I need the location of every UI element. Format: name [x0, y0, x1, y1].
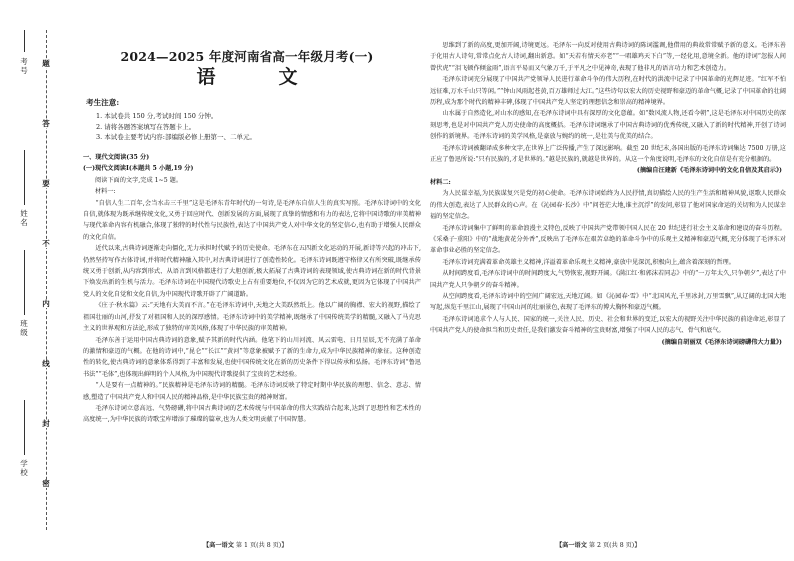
seal-word: 内	[40, 300, 52, 308]
paragraph: “自信人生二百年,会当水击三千里”这是毛泽东青年时代的一句诗,是毛泽东自信人生的真实写照。毛泽东诗词中的文化自信,就体现为既承继传统文化,又勇于回应时代、创新发展的方面,展现了真挚的情感和有力的表达,它将中国诗歌的审美精神与现代革命内容有机融合,体现了独特的时代性与民族性,表达了中国共产党人对中华文化的坚定信心,也有助于增强人民群众的文化自信。	[83, 199, 421, 241]
footer-page-number: 第 1 页(共 8 页)】	[235, 542, 288, 549]
field-label-school: 学校	[20, 459, 28, 477]
field-line-exam-number	[24, 30, 25, 52]
paragraph: 毛泽东善于运用中国古典诗词的意象,赋予其新的时代内涵。他笔下的山川河流、风云雷电、日月星辰,无不充满了革命的激情和豪迈的气概。在他的诗词中,“昆仑”“长江”“黄河”等意象被赋予了新的生命力,成为中华民族精神的象征。这种创造性的转化,使古典诗词的意象体系得到了丰富和发展,也使中国传统文化在新的历史条件下得以传承和弘扬。毛泽东诗词“鲁迅书法”“毛体”,也体现出鲜明的个人风格,为中国现代诗歌提供了宝贵的艺术经验。	[83, 336, 421, 378]
seal-line	[46, 30, 47, 530]
field-line-name	[24, 150, 25, 205]
section-heading: 一、现代文阅读(35 分)	[83, 154, 150, 161]
paragraph: 毛泽东诗词追求个人与人民、国家的统一,关注人民、历史、社会和世界的变迁,以宏大的视野关注中华民族的前途命运,彰显了中国共产党人的使命担当和历史责任,是我们激发奋斗精神的宝贵财富,增强了中国人民的志气、骨气和底气。	[430, 315, 786, 335]
seal-word: 答	[40, 120, 52, 128]
page-1	[68, 0, 426, 561]
notice-item: 2. 请将各题答案填写在答题卡上。	[96, 122, 196, 131]
paragraph: 毛泽东诗词充分展现了中国共产党领导人民进行革命斗争的伟大历程,在时代的洪流中记录了中国革命的光辉足迹。“红军不怕远征难,万水千山只等闲。”“钟山风雨起苍黄,百万雄师过大江。”这些诗句以宏大的历史视野和豪迈的革命气概,记录了中国革命的壮阔历程,成为那个时代的精神丰碑,体现了中国共产党人坚定的理想信念和崇高的精神境界。	[430, 76, 786, 107]
instruction-line: 阅读下面的文字,完成 1~5 题。	[95, 176, 183, 184]
binding-strip	[0, 0, 70, 561]
paragraph: 毛泽东诗词立意高远、气势磅礴,将中国古典诗词的艺术传统与中国革命的伟大实践结合起来,达到了思想性和艺术性的高度统一,为中华民族的诗歌宝库增添了璀璨的篇章,也为人类文明贡献了中国智慧。	[83, 404, 421, 424]
source-citation: (摘编自汪建新《毛泽东诗词中的文化自信及其启示》)	[636, 167, 782, 175]
paragraph: 为人民谋幸福,为民族谋复兴是党的初心使命。毛泽东诗词始终为人民抒情,真切描绘人民的生产生活和精神风貌,讴歌人民群众的伟大创造,表达了人民群众的心声。在《沁园春·长沙》中“问苍茫大地,谁主沉浮”的发问,彰显了他对国家命运的关切和为人民谋幸福的坚定信念。	[430, 190, 786, 221]
seal-word: 不	[40, 240, 52, 248]
paragraph: 毛泽东诗词集中了鲜明的革命浪漫主义特色,反映了中国共产党带领中国人民在 20 世纪进行社会主义革命和建设的奋斗历程。《采桑子·重阳》中的“战地黄花分外香”,反映出了毛泽东在艰苦卓绝的革命斗争中的乐观主义精神和豪迈气概,充分体现了毛泽东对革命事业必胜的坚定信念。	[430, 224, 786, 255]
exam-notice	[86, 97, 416, 143]
source-citation: (摘编自胡丽双《毛泽东诗词磅礴伟大力量》)	[661, 338, 782, 346]
footer-code: 【高一语文	[556, 542, 587, 549]
section-heading: 材料二:	[430, 178, 451, 186]
paragraph: 思维到了新的高度,更加开阔,诗境更远。毛泽东一向反对使用古典诗词的陈词滥调,他借用的典故常常赋予新的意义。毛泽东善于化用古人诗句,常常点化古人诗词,翻出新意。如“天若有情天亦老”“一唱雄鸡天下白”等,一经化用,意境全新。他的诗词“忽报人间曾伏虎”“泪飞顿作倾盆雨”,语言平易而又气象万千,于平凡之中见神奇,表现了他非凡的语言功力和艺术创造力。	[430, 42, 786, 72]
footer-code: 【高一语文	[203, 542, 234, 549]
seal-word: 题	[40, 60, 52, 68]
seal-word: 要	[40, 180, 52, 188]
paragraph: 山水属于自然造化,对山水的感知,在毛泽东诗词中具有深厚的文化意蕴。如“数风流人物,还看今朝”,这是毛泽东对中国历史的深刻思考,也是对中国共产党人历史使命的高度概括。毛泽东诗词继承了中国古典诗词的优秀传统,又融入了新的时代精神,开创了诗词创作的新境界。毛泽东诗词的美学风格,是豪放与婉约的统一,是壮美与优美的结合。	[430, 110, 786, 141]
seal-word: 封	[40, 420, 52, 428]
page-footer	[203, 540, 287, 549]
paragraph: 近代以来,古典诗词逐渐走向僵化,无力承担时代赋予的历史使命。毛泽东在五四新文化运动的开展,新诗等兴起的冲击下,仍然坚持写作古体诗词,并将时代精神融入其中,对古典诗词进行了创造性转化。毛泽东诗词既遵守格律又有所突破,既继承传统又勇于创新,从内容到形式、从语言到风格都进行了大胆创新,极大拓展了古典诗词的表现领域,使古典诗词在新的时代背景下焕发出新的生机与活力。毛泽东诗词在中国现代诗歌史上占有重要地位,不仅因为它的艺术成就,更因为它体现了中国共产党人的文化自觉和文化自信,为中国现代诗歌开辟了广阔道路。	[83, 245, 421, 298]
paragraph: 《庄子·秋水篇》云:“天地有大美而不言。”在毛泽东诗词中,天地之大美跃然纸上。他以广阔的胸襟、宏大的视野,描绘了祖国壮丽的山河,抒发了对祖国和人民的深厚感情。毛泽东诗词中的美学精神,既继承了中国传统美学的精髓,又融入了马克思主义的世界观和方法论,形成了独特的审美风格,体现了中华民族的审美精神。	[83, 302, 421, 333]
paragraph: 毛泽东诗词充满着革命英雄主义精神,洋溢着革命乐观主义精神,豪放中见深沉,积极向上,蕴含着深刻的哲理。	[442, 258, 735, 266]
subject-title: 语 文	[196, 66, 320, 88]
field-line-school	[24, 400, 25, 455]
page-footer	[556, 540, 640, 549]
paragraph: 从空间跨度看,毛泽东诗词中的空间广阔宏远,天地辽阔。如《沁园春·雪》中“北国风光,千里冰封,万里雪飘”,从辽阔的北国大地写起,纵览千里江山,展现了中国山河的壮丽景色,表现了毛泽东的博大胸怀和豪迈气概。	[430, 292, 786, 312]
paragraph: 从时间跨度看,毛泽东诗词中的时间跨度大,气势恢宏,视野开阔。《满江红·和郭沫若同志》中的“一万年太久,只争朝夕”,表达了中国共产党人只争朝夕的奋斗精神。	[430, 270, 786, 289]
exam-title: 2024—2025 年度河南省高一年级月考(一)	[120, 49, 374, 64]
notice-item: 3. 本试卷主要考试内容:部编版必修上册第一、二单元。	[96, 133, 256, 141]
field-line-class	[24, 250, 25, 315]
paragraph: 毛泽东诗词被翻译成多种文字,在世界上广泛传播,产生了深远影响。截至 20 世纪末,各国出版的毛泽东诗词集达 7500 万册,这正应了鲁迅所说:“只有民族的,才是世界的。”越是民族的,就越是世界的。从这一个角度说明,毛泽东的文化自信是有充分根据的。	[430, 144, 786, 164]
field-label-exam-number: 考号	[20, 57, 28, 75]
seal-word: 线	[40, 360, 52, 368]
instruction-line: 材料一:	[95, 188, 116, 196]
section-heading: (一)现代文阅读Ⅰ(本题共 5 小题,19 分)	[83, 165, 194, 173]
right-column-text	[430, 40, 786, 532]
paragraph: “人是要有一点精神的。”民族精神是毛泽东诗词的精髓。毛泽东诗词反映了特定时期中华民族的理想、信念、意志、情感,塑造了中国共产党人和中国人民的精神品格,是中华民族宝贵的精神财富。	[83, 382, 421, 401]
left-column-text	[83, 152, 421, 532]
page-2	[426, 0, 794, 561]
field-label-name: 姓名	[20, 209, 28, 227]
field-label-class: 班级	[20, 319, 28, 337]
notice-heading: 考生注意:	[86, 98, 120, 107]
notice-item: 1. 本试卷共 150 分,考试时间 150 分钟。	[96, 112, 218, 120]
footer-page-number: 第 2 页(共 8 页)】	[588, 542, 641, 549]
seal-word: 密	[40, 480, 52, 488]
